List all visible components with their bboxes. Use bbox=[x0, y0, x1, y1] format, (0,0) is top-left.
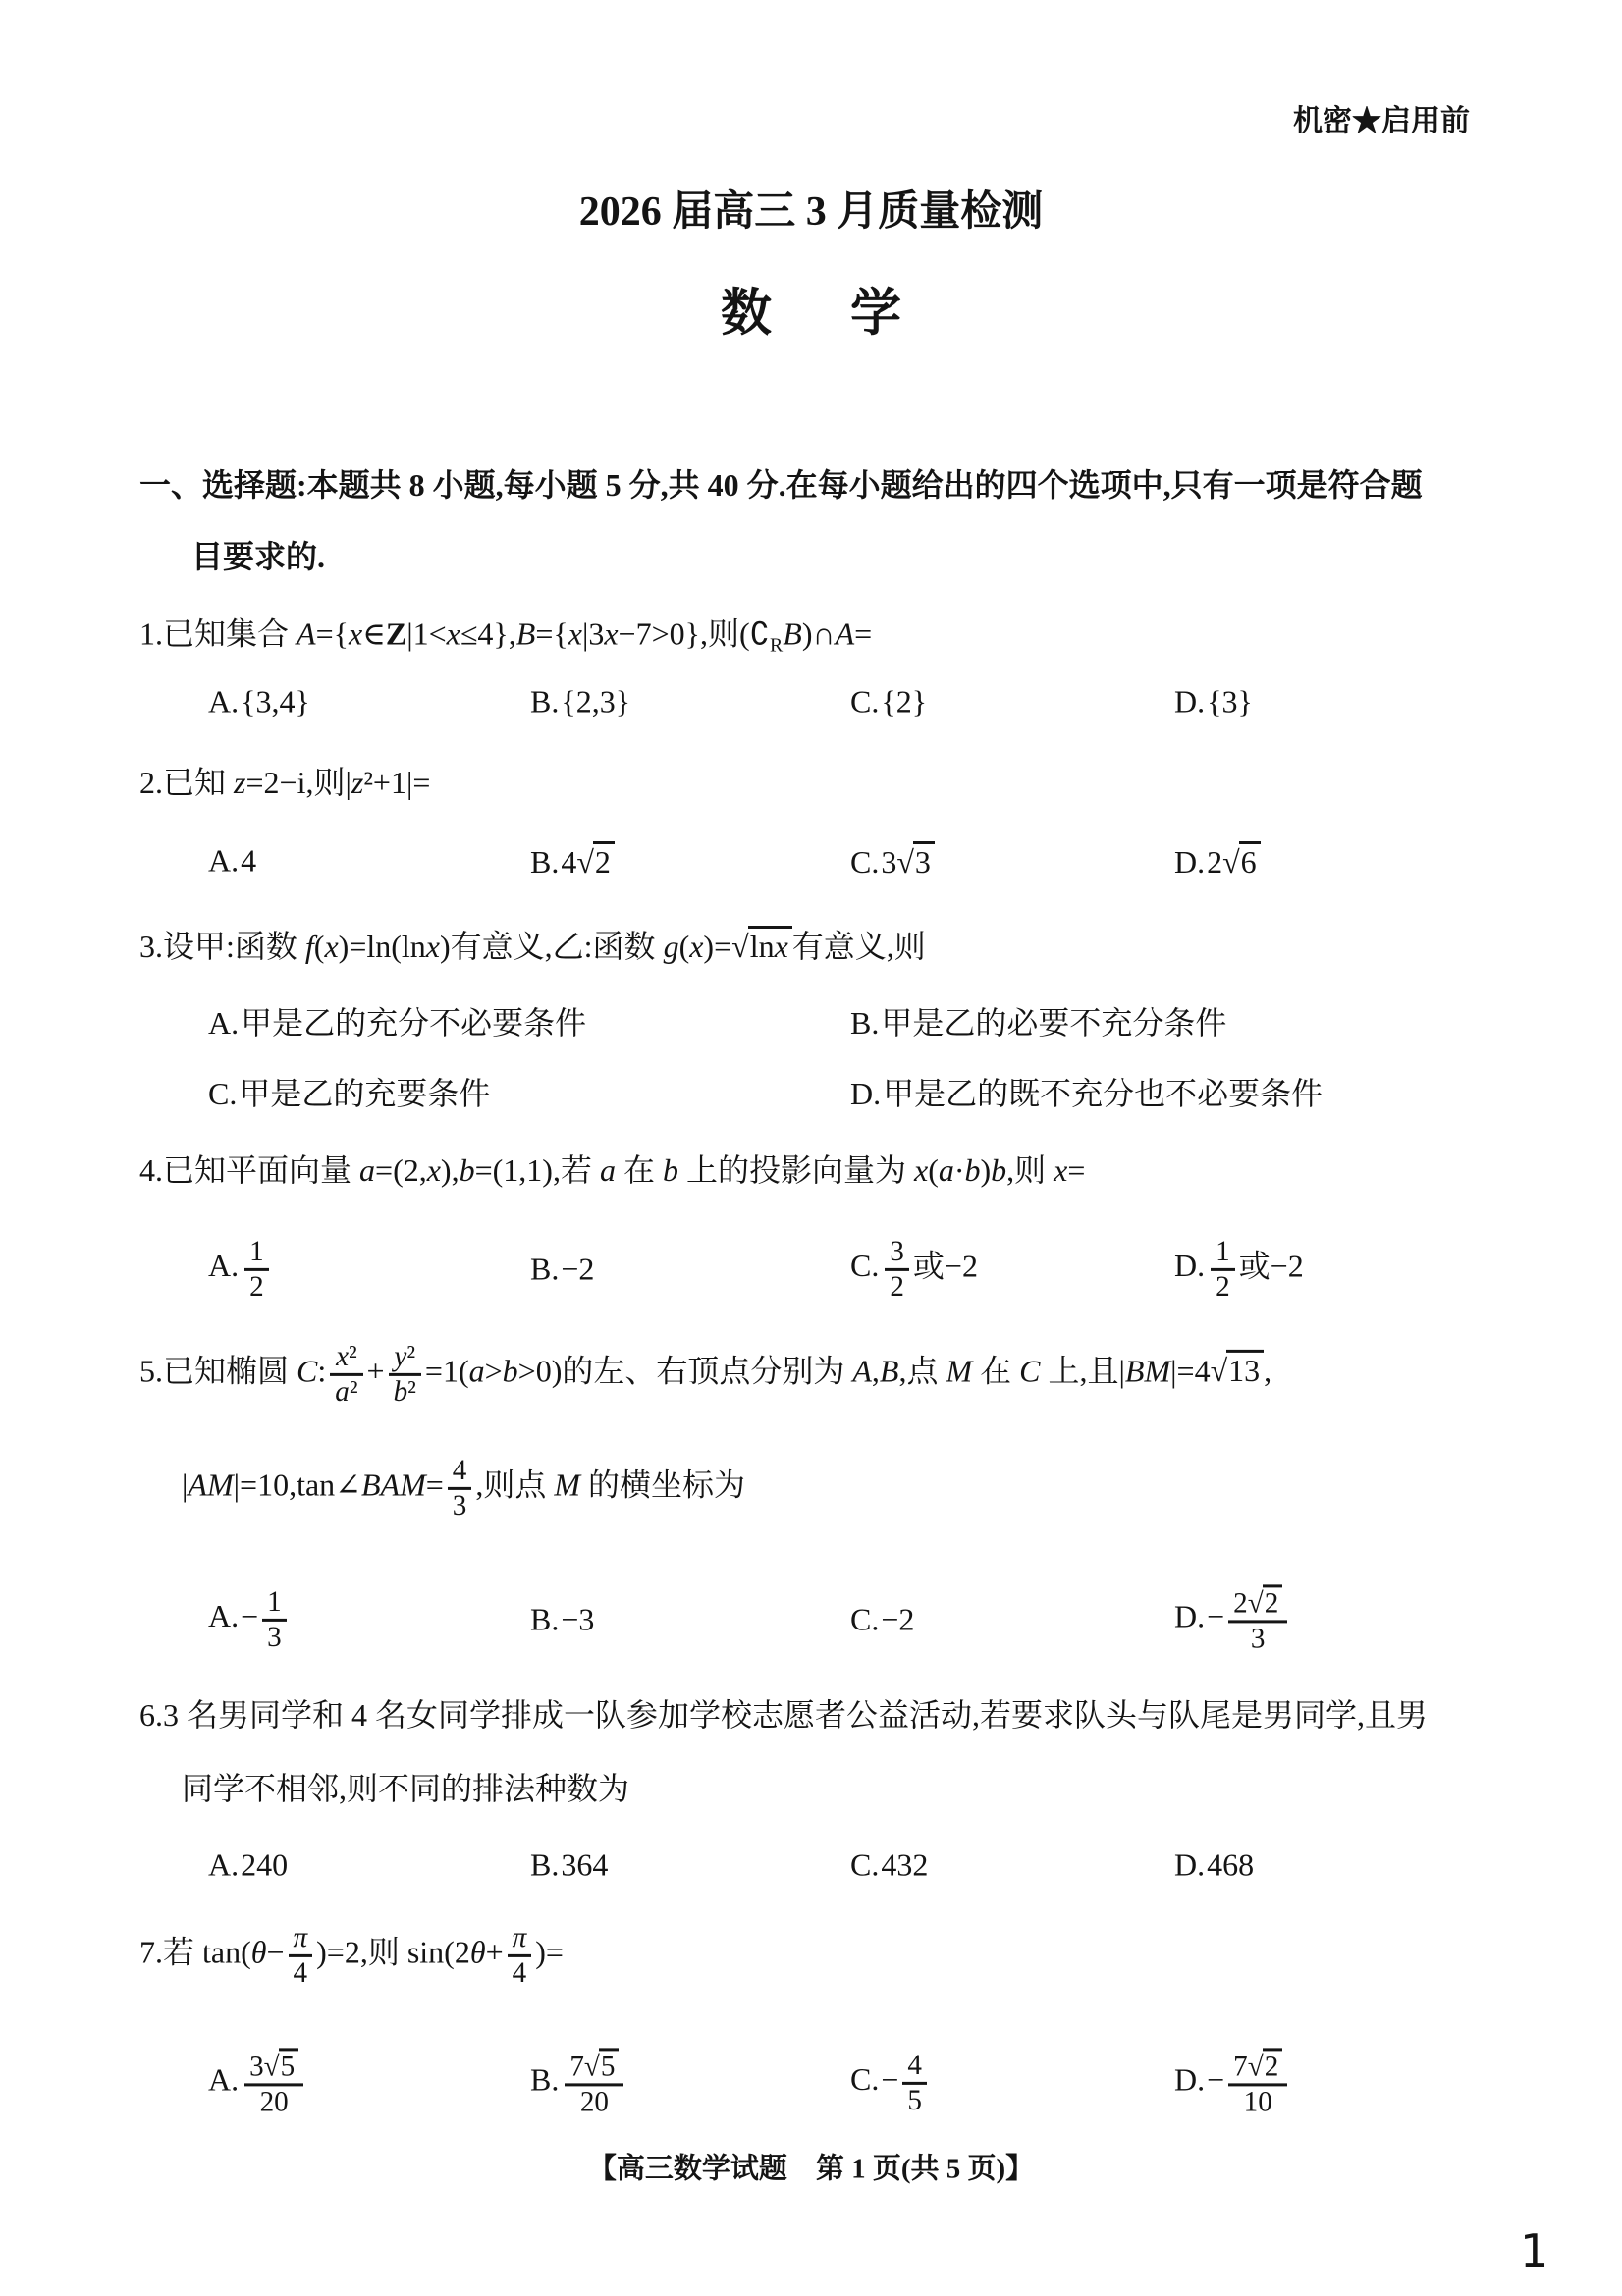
option-label: C. bbox=[850, 844, 880, 880]
question-2-stem-line-1: 2.已知 z=2−i,则|z²+1|= bbox=[139, 765, 431, 800]
question-2-option-A: A.4 bbox=[208, 842, 257, 879]
question-6-option-D: D.468 bbox=[1174, 1846, 1255, 1883]
option-label: D. bbox=[850, 1076, 882, 1111]
question-5-option-A: A.− $\frac{1}{3}$ bbox=[208, 1586, 291, 1653]
question-1-option-C: C.{2} bbox=[850, 683, 928, 720]
question-6-stem-line-1: 6.3 名男同学和 4 名女同学排成一队参加学校志愿者公益活动,若要求队头与队尾是男同学,且男 bbox=[139, 1697, 1429, 1733]
option-label: A. bbox=[208, 1248, 240, 1284]
exam-title: 2026 届高三 3 月质量检测 bbox=[578, 189, 1044, 235]
question-2-option-B: B.4√2 bbox=[530, 841, 615, 881]
option-label: B. bbox=[530, 2061, 560, 2098]
question-2-option-D: D.2√6 bbox=[1174, 841, 1261, 881]
question-1-option-D: D.{3} bbox=[1174, 683, 1253, 720]
option-label: B. bbox=[850, 1005, 880, 1041]
option-label: C. bbox=[850, 683, 880, 720]
option-label: D. bbox=[1174, 2061, 1206, 2098]
question-2-option-C: C.3√3 bbox=[850, 841, 935, 881]
question-1-stem-line-1: 1.已知集合 A={x∈Z|1<x≤4},B={x|3x−7>0},则$(∁_RB)\cap A=$ bbox=[139, 615, 873, 657]
question-1-option-A: A.{3,4} bbox=[208, 683, 310, 720]
question-3-option-D: D.甲是乙的既不充分也不必要条件 bbox=[850, 1076, 1324, 1111]
option-label: C. bbox=[850, 1248, 880, 1284]
question-7-option-B: B. $\frac{7√5}{20}$ bbox=[530, 2048, 627, 2117]
question-3-option-C: C.甲是乙的充要条件 bbox=[208, 1076, 491, 1111]
question-4-option-B: B.−2 bbox=[530, 1251, 595, 1287]
subject-title: 数 学 bbox=[720, 286, 915, 343]
section-heading-line-2: 目要求的. bbox=[191, 539, 326, 574]
question-3-stem-line-1: 3.设甲:函数 f(x)=ln(lnx)有意义,乙:函数 g(x)=√lnx 有意义,则 bbox=[139, 922, 926, 967]
option-label: D. bbox=[1174, 1598, 1206, 1634]
question-7-option-D: D.− $\frac{7√2}{10}$ bbox=[1174, 2048, 1291, 2117]
option-label: C. bbox=[208, 1076, 238, 1111]
option-label: D. bbox=[1174, 683, 1206, 720]
question-5-stem-line-2: |AM|=10,tan∠BAM= $\frac{4}{3}$ ,则点 M 的横坐标为 bbox=[182, 1454, 746, 1522]
question-7-option-A: A. $\frac{3√5}{20}$ bbox=[208, 2048, 307, 2117]
option-label: A. bbox=[208, 1598, 240, 1634]
option-label: C. bbox=[850, 1601, 880, 1637]
option-label: A. bbox=[208, 1005, 240, 1041]
question-7-option-C: C.− $\frac{4}{5}$ bbox=[850, 2050, 931, 2116]
option-label: A. bbox=[208, 683, 240, 720]
question-3-option-B: B.甲是乙的必要不充分条件 bbox=[850, 1005, 1227, 1041]
question-5-option-C: C.−2 bbox=[850, 1601, 915, 1637]
option-label: D. bbox=[1174, 1846, 1206, 1883]
option-label: C. bbox=[850, 1846, 880, 1883]
option-label: B. bbox=[530, 844, 560, 880]
question-6-stem-line-2: 同学不相邻,则不同的排法种数为 bbox=[182, 1771, 630, 1806]
option-label: B. bbox=[530, 1846, 560, 1883]
question-3-option-A: A.甲是乙的充分不必要条件 bbox=[208, 1005, 587, 1041]
question-4-stem-line-1: 4.已知平面向量 a=(2,x),b=(1,1),若 a 在 b 上的投影向量为 x(a·b)b,则 x= bbox=[139, 1152, 1086, 1188]
question-7-stem-line-1: 7.若 tan(θ− $\frac{\pi}{4}$ )=2,则 sin(2θ+ $\frac{\pi}{4}$ )= bbox=[139, 1921, 564, 1989]
question-5-option-B: B.−3 bbox=[530, 1601, 595, 1637]
option-label: D. bbox=[1174, 844, 1206, 880]
option-label: C. bbox=[850, 2061, 880, 2098]
page-footer: 【高三数学试题 第 1 页(共 5 页)】 bbox=[587, 2153, 1035, 2185]
option-label: A. bbox=[208, 842, 240, 879]
question-5-option-D: D.− $\frac{2√2}{3}$ bbox=[1174, 1584, 1291, 1654]
secrecy-notice: 机密★启用前 bbox=[1293, 105, 1470, 137]
section-heading-line-1: 一、选择题:本题共 8 小题,每小题 5 分,共 40 分.在每小题给出的四个选项中,只有一项是符合题 bbox=[139, 467, 1423, 503]
option-label: B. bbox=[530, 683, 560, 720]
option-label: D. bbox=[1174, 1248, 1206, 1284]
option-label: A. bbox=[208, 2061, 240, 2098]
question-4-option-C: C. $\frac{3}{2}$ 或−2 bbox=[850, 1235, 978, 1303]
question-4-option-D: D. $\frac{1}{2}$ 或−2 bbox=[1174, 1235, 1304, 1303]
option-label: A. bbox=[208, 1846, 240, 1883]
question-1-option-B: B.{2,3} bbox=[530, 683, 631, 720]
question-6-option-C: C.432 bbox=[850, 1846, 929, 1883]
question-6-option-A: A.240 bbox=[208, 1846, 289, 1883]
question-4-option-A: A. $\frac{1}{2}$ bbox=[208, 1236, 273, 1303]
question-6-option-B: B.364 bbox=[530, 1846, 609, 1883]
corner-page-number: 1 bbox=[1520, 2224, 1549, 2277]
option-label: B. bbox=[530, 1601, 560, 1637]
question-5-stem-line-1: 5.已知椭圆 C: $\frac{\text{x²}}{\text{a²}}$ + $\frac{\text{y²}}{\text{b²}}$ =1(a>b>0)的左、右顶点分别为 A,B,点 M 在 C 上,且|BM|=4√13 , bbox=[139, 1340, 1272, 1408]
option-label: B. bbox=[530, 1251, 560, 1287]
